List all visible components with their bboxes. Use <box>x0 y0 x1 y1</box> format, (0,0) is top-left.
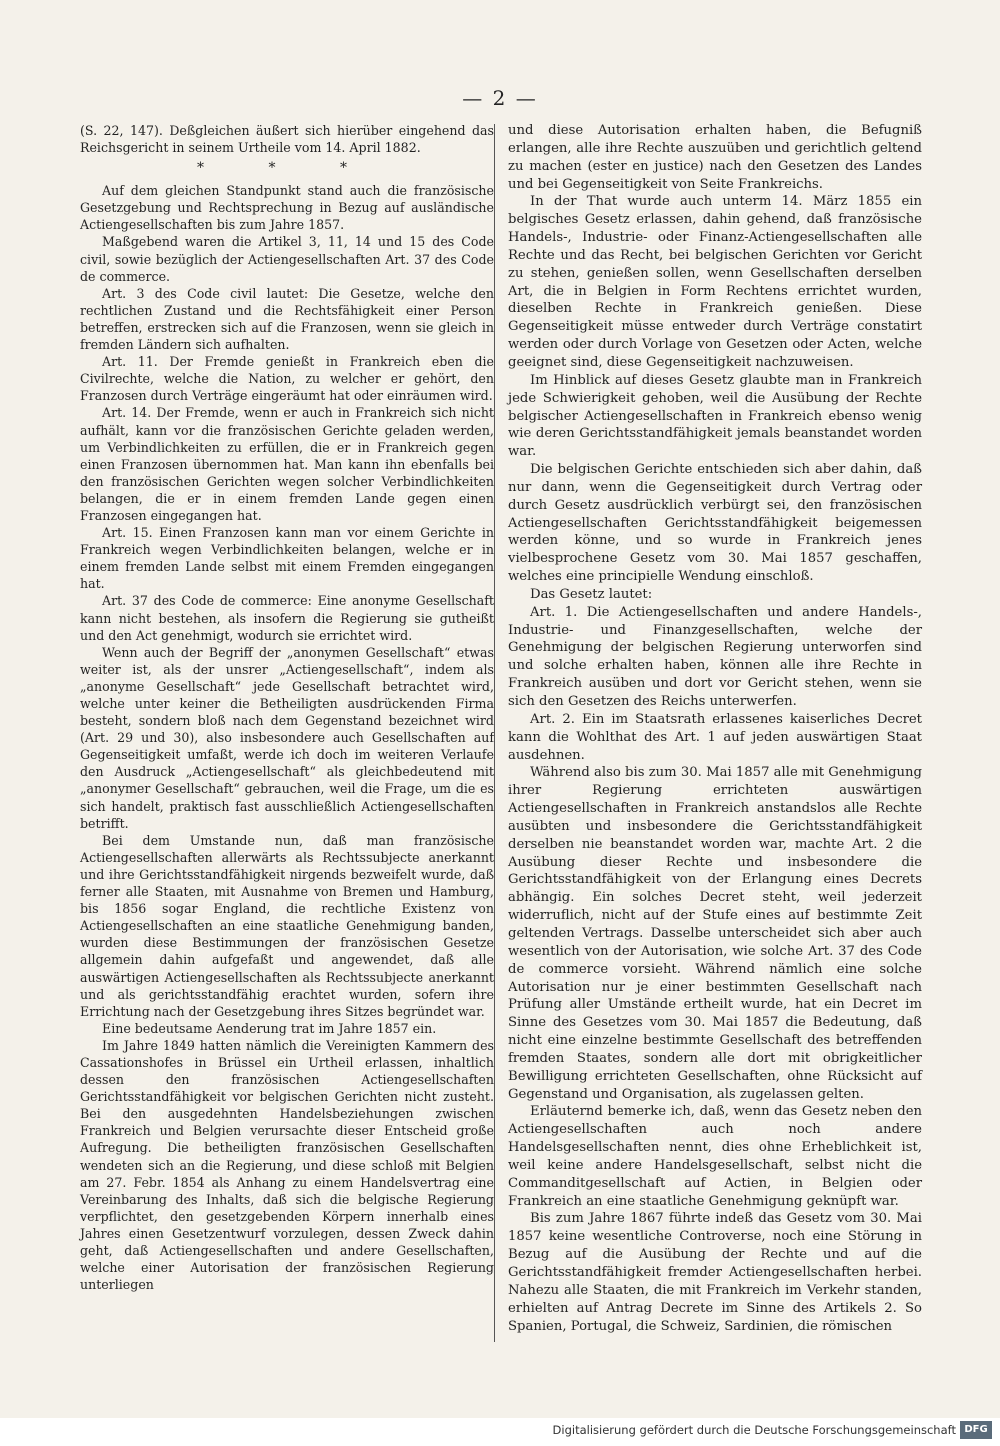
left-column <box>80 122 494 1293</box>
paragraph: Erläuternd bemerke ich, daß, wenn das Gesetz neben den Actiengesellschaften auch noch andere Handelsgesellschaften nennt, dies ohne Erheblichkeit ist, weil keine andere Handelsgesellschaft, selbst nicht die Commanditgesellschaft auf Actien, in Belgien oder Frankreich an eine staatliche Genehmigung geknüpft war. <box>508 1104 922 1209</box>
paragraph: Art. 2. Ein im Staatsrath erlassenes kaiserliches Decret kann die Wohlthat des Art. 1 auf jeden auswärtigen Staat ausdehnen. <box>508 711 922 763</box>
paragraph: Bis zum Jahre 1867 führte indeß das Gesetz vom 30. Mai 1857 keine wesentliche Controverse, noch eine Störung in Bezug auf die Ausübung der Rechte und auf die Gerichtsstandfähigkeit fremder Actiengesellschaften herbei. Nahezu alle Staaten, die mit Frankreich im Verkehr standen, erhielten auf Antrag Decrete im Sinne des Artikels 2. So Spanien, Portugal, die Schweiz, Sardinien, die römischen <box>508 1211 922 1334</box>
section-separator: * * * <box>197 160 377 177</box>
paragraph: Art. 11. Der Fremde genießt in Frankreich eben die Civilrechte, welche die Nation, zu welcher er gehört, den Franzosen durch Verträge eingeräumt hat oder einräumen wird. <box>80 354 494 404</box>
footer-bar <box>0 1418 1000 1446</box>
paragraph: Maßgebend waren die Artikel 3, 11, 14 und 15 des Code civil, sowie bezüglich der Actiengesellschaften Art. 37 des Code de commerce. <box>80 234 494 284</box>
paragraph: Die belgischen Gerichte entschieden sich aber dahin, daß nur dann, wenn die Gegenseitigkeit durch Vertrag oder durch Gesetz ausdrücklich verbürgt sei, den französischen Actiengesellschaften Gerichtsstandfähigkeit beigemessen werden könne, und so wurde in Frankreich jenes vielbesprochene Gesetz vom 30. Mai 1857 geschaffen, welches eine principielle Wendung einschloß. <box>508 462 922 585</box>
paragraph: Art. 3 des Code civil lautet: Die Gesetze, welche den rechtlichen Zustand und die Rechtsfähigkeit einer Person betreffen, erstrecken sich auf die Franzosen, wenn sie gleich in fremden Ländern sich aufhalten. <box>80 285 494 353</box>
paragraph: Das Gesetz lautet: <box>530 586 653 602</box>
paragraph: In der That wurde auch unterm 14. März 1855 ein belgisches Gesetz erlassen, dahin gehend, daß französische Handels-, Industrie- oder Finanz-Actiengesellschaften alle Rechte und das Recht, bei belgischen Gerichten vor Gericht zu stehen, genießen sollen, wenn Gesellschaften derselben Art, die in Belgien in Form Rechtens errichtet wurden, dieselben Rechte in Frankreich genießen. Diese Gegenseitigkeit müsse entweder durch Verträge constatirt werden oder durch Vorlage von Gesetzen oder Acten, welche geeignet sind, diese Gegenseitigkeit nachzuweisen. <box>508 194 922 370</box>
dfg-logo: DFG <box>960 1421 992 1439</box>
paragraph: Art. 14. Der Fremde, wenn er auch in Frankreich sich nicht aufhält, kann vor die französischen Gerichte geladen werden, um Verbindlichkeiten zu erfüllen, die er in Frankreich gegen einen Franzosen übernommen hat. Man kann ihn ebenfalls bei den französischen Gerichten wegen solcher Verbindlichkeiten belangen, die er in einem fremden Lande gegen einen Franzosen eingegangen hat. <box>80 405 494 523</box>
paragraph: Im Hinblick auf dieses Gesetz glaubte man in Frankreich jede Schwierigkeit gehoben, weil die Ausübung der Rechte belgischer Actiengesellschaften in Frankreich ebenso wenig wie deren Gerichtsstandfähigkeit jemals beanstandet worden war. <box>508 372 922 460</box>
paragraph: und diese Autorisation erhalten haben, die Befugniß erlangen, alle ihre Rechte auszuüben und gerichtlich geltend zu machen (ester en justice) nach den Gesetzen des Landes und bei Gegenseitigkeit von Seite Frankreichs. <box>508 123 922 192</box>
page-number: — 2 — <box>462 86 538 110</box>
paragraph: Art. 37 des Code de commerce: Eine anonyme Gesellschaft kann nicht bestehen, als insofern die Regierung sie gutheißt und den Act genehmigt, wodurch sie errichtet wird. <box>80 593 494 643</box>
paragraph: Eine bedeutsame Aenderung trat im Jahre 1857 ein. <box>102 1020 437 1036</box>
paragraph: Art. 1. Die Actiengesellschaften und andere Handels-, Industrie- und Finanzgesellschaften, welche der Genehmigung der belgischen Regierung unterworfen sind und solche erhalten haben, können alle ihre Rechte in Frankreich ausüben und dort vor Gericht stehen, wenn sie sich den Gesetzen des Reichs unterwerfen. <box>508 604 922 709</box>
right-column <box>508 122 922 1335</box>
paragraph: Art. 15. Einen Franzosen kann man vor einem Gerichte in Frankreich wegen Verbindlichkeiten belangen, welche er in einem fremden Lande selbst mit einem Fremden eingegangen hat. <box>80 525 494 592</box>
column-divider <box>494 124 495 1342</box>
paragraph: Bei dem Umstande nun, daß man französische Actiengesellschaften allerwärts als Rechtssubjecte anerkannt und ihre Gerichtsstandfähigkeit nirgends bezweifelt wurde, daß ferner alle Staaten, mit Ausnahme von Bremen und Hamburg, bis 1856 sogar England, die rechtliche Existenz von Actiengesellschaften an eine staatliche Genehmigung banden, wurden diese Bestimmungen der französischen Gesetze allgemein dahin aufgefaßt und angewendet, daß alle auswärtigen Actiengesellschaften als Rechtssubjecte anerkannt und als gerichtsstandfähig erachtet wurden, sofern ihre Errichtung nach der Gesetzgebung ihres Sitzes begründet war. <box>80 832 494 1019</box>
footer-credit: Digitalisierung gefördert durch die Deutsche Forschungsgemeinschaft <box>552 1423 956 1437</box>
paragraph: (S. 22, 147). Deßgleichen äußert sich hierüber eingehend das Reichsgericht in seinem Urtheile vom 14. April 1882. <box>80 123 494 156</box>
paragraph: Im Jahre 1849 hatten nämlich die Vereinigten Kammern des Cassationshofes in Brüssel ein Urtheil erlassen, inhaltlich dessen den französischen Actiengesellschaften Gerichtsstandfähigkeit vor belgischen Gerichten nicht zusteht. Bei den ausgedehnten Handelsbeziehungen zwischen Frankreich und Belgien verursachte dieser Entscheid große Aufregung. Die betheiligten französischen Gesellschaften wendeten sich an die Regierung, und diese schloß mit Belgien am 27. Febr. 1854 als Anhang zu einem Handelsvertrag eine Vereinbarung des Inhalts, daß sich die belgische Regierung verpflichtet, den gesetzgebenden Körpern innerhalb eines Jahres einen Gesetzentwurf vorzulegen, dessen Zweck dahin geht, daß Actiengesellschaften und andere Gesellschaften, welche einer Autorisation der französischen Regierung unterliegen <box>80 1037 494 1293</box>
paragraph: Wenn auch der Begriff der „anonymen Gesellschaft“ etwas weiter ist, als der unsrer „Actiengesellschaft“, indem als „anonyme Gesellschaft“ jede Gesellschaft betrachtet wird, welche unter keiner die Betheiligten ausdrückenden Firma besteht, sondern bloß nach dem Gegenstand bezeichnet wird (Art. 29 und 30), also insbesondere auch Gesellschaften auf Gegenseitigkeit umfaßt, werde ich doch im weiteren Verlaufe den Ausdruck „Actiengesellschaft“ als gleichbedeutend mit „anonymer Gesellschaft“ gebrauchen, weil die Frage, um die es sich handelt, praktisch fast ausschließlich Actiengesellschaften betrifft. <box>80 644 494 831</box>
paragraph: Während also bis zum 30. Mai 1857 alle mit Genehmigung ihrer Regierung errichteten auswärtigen Actiengesellschaften in Frankreich anstandslos alle Rechte ausübten und insbesondere die Gerichtsstandfähigkeit derselben nie beanstandet worden war, machte Art. 2 die Ausübung dieser Rechte und insbesondere die Gerichtsstandfähigkeit von der Erlangung eines Decrets abhängig. Ein solches Decret steht, weil jederzeit widerruflich, nicht auf der Stufe eines auf bestimmte Zeit geltenden Vertrags. Dasselbe unterscheidet sich aber auch wesentlich von der Autorisation, wie solche Art. 37 des Code de commerce vorsieht. Während nämlich eine solche Autorisation nur je einer bestimmten Gesellschaft nach Prüfung aller Umstände ertheilt wurde, hat ein Decret im Sinne des Gesetzes vom 30. Mai 1857 die Bedeutung, daß nicht eine einzelne bestimmte Gesellschaft des betreffenden fremden Staates, sondern alle dort mit obrigkeitlicher Bewilligung errichteten Gesellschaften, ohne Rücksicht auf Gegenstand und Organisation, als zugelassen gelten. <box>508 765 922 1102</box>
paragraph: Auf dem gleichen Standpunkt stand auch die französische Gesetzgebung und Rechtsprechung in Bezug auf ausländische Actiengesellschaften bis zum Jahre 1857. <box>80 183 494 233</box>
